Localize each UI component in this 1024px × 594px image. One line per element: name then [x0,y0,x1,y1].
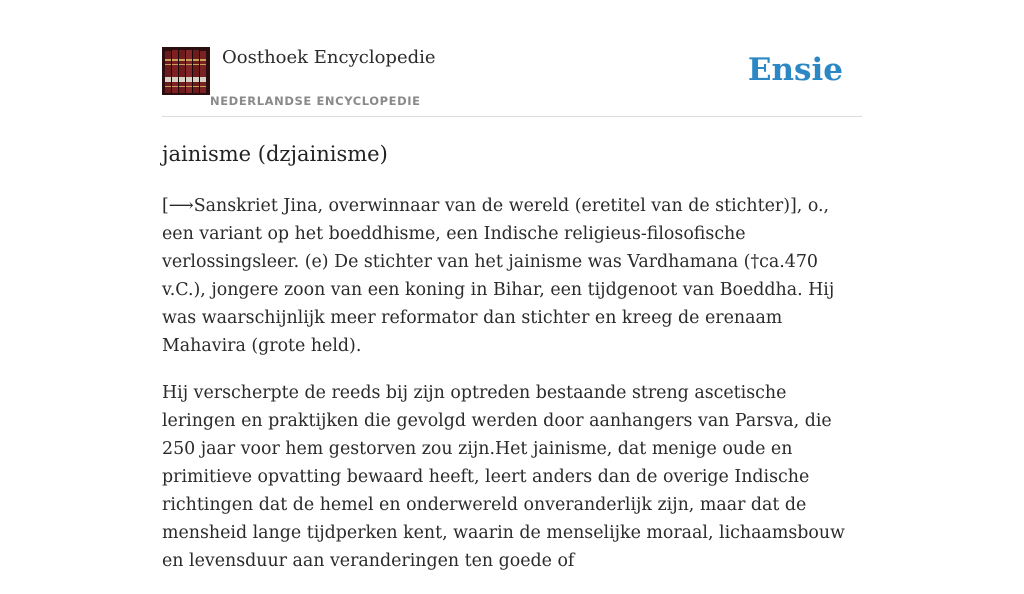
books-icon [162,47,210,95]
encyclopedia-books-avatar[interactable] [162,47,210,95]
ensie-logo-link[interactable]: Ensie [747,52,843,88]
article-paragraph: Hij verscherpte de reeds bij zijn optreden bestaande streng ascetische leringen en praktijken die gevolgd werden door aanhangers van Parsva, die 250 jaar voor hem gestorven zou zijn.Het jainisme, dat menige oude en primitieve opvatting bewaard heeft, leert anders dan de overige Indische richtingen dat de hemel en onderwereld onveranderlijk zijn, maar dat de mensheid lange tijdperken kent, waarin de menselijke moraal, lichaamsbouw en levensduur aan veranderingen ten goede of [162,383,845,571]
site-subtitle: NEDERLANDSE ENCYCLOPEDIE [210,94,421,108]
article-title: jainisme (dzjainisme) [162,142,388,166]
site-title[interactable]: Oosthoek Encyclopedie [222,47,436,68]
article-body [162,192,864,594]
article-paragraph: [⟶Sanskriet Jina, overwinnaar van de wereld (eretitel van de stichter)], o., een variant op het boeddhisme, een Indische religieus-filosofische verlossingsleer. (e) De stichter van het jainisme was Vardhamana (†ca.470 v.C.), jongere zoon van een koning in Bihar, een tijdgenoot van Boeddha. Hij was waarschijnlijk meer reformator dan stichter en kreeg de erenaam Mahavira (grote held). [162,196,835,356]
site-header [162,46,862,117]
